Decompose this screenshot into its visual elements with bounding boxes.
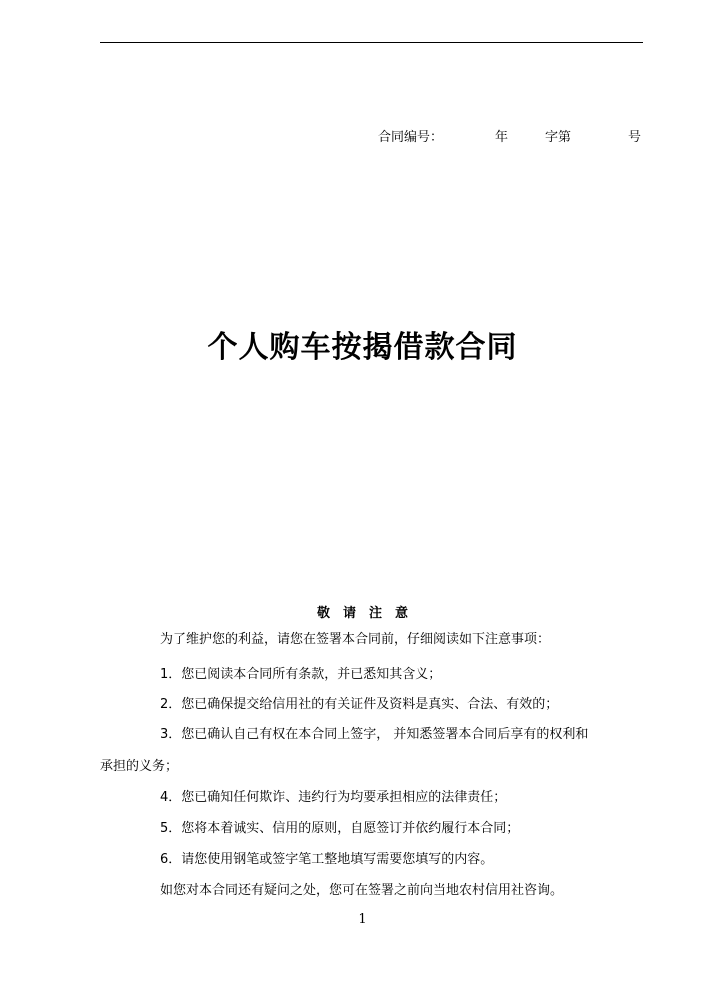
notice-item-4: 4．您已确知任何欺诈、违约行为均要承担相应的法律责任； — [160, 790, 507, 805]
contract-number-label: 合同编号： — [378, 130, 444, 145]
notice-closing: 如您对本合同还有疑问之处，您可在签署之前向当地农村信用社咨询。 — [160, 883, 564, 898]
header-rule — [100, 42, 643, 43]
notice-item-6: 6．请您使用钢笔或签字笔工整地填写需要您填写的内容。 — [160, 852, 494, 867]
contract-number-suffix: 号 — [628, 130, 642, 145]
contract-number-year: 年 — [495, 130, 509, 145]
document-title: 个人购车按揭借款合同 — [207, 330, 518, 365]
notice-item-5: 5．您将本着诚实、信用的原则，自愿签订并依约履行本合同； — [160, 821, 520, 836]
contract-number-word: 字第 — [545, 130, 572, 145]
notice-item-3: 3．您已确认自己有权在本合同上签字， 并知悉签署本合同后享有的权利和 — [160, 727, 589, 742]
page-number: 1 — [358, 912, 367, 927]
notice-item-2: 2．您已确保提交给信用社的有关证件及资料是真实、合法、有效的； — [160, 697, 559, 712]
notice-item-3-continued: 承担的义务； — [100, 759, 179, 774]
notice-intro: 为了维护您的利益，请您在签署本合同前，仔细阅读如下注意事项： — [160, 632, 551, 647]
notice-heading: 敬请注意 — [316, 606, 421, 621]
contract-number-line — [378, 126, 643, 144]
notice-item-1: 1．您已阅读本合同所有条款，并已悉知其含义； — [160, 667, 442, 682]
